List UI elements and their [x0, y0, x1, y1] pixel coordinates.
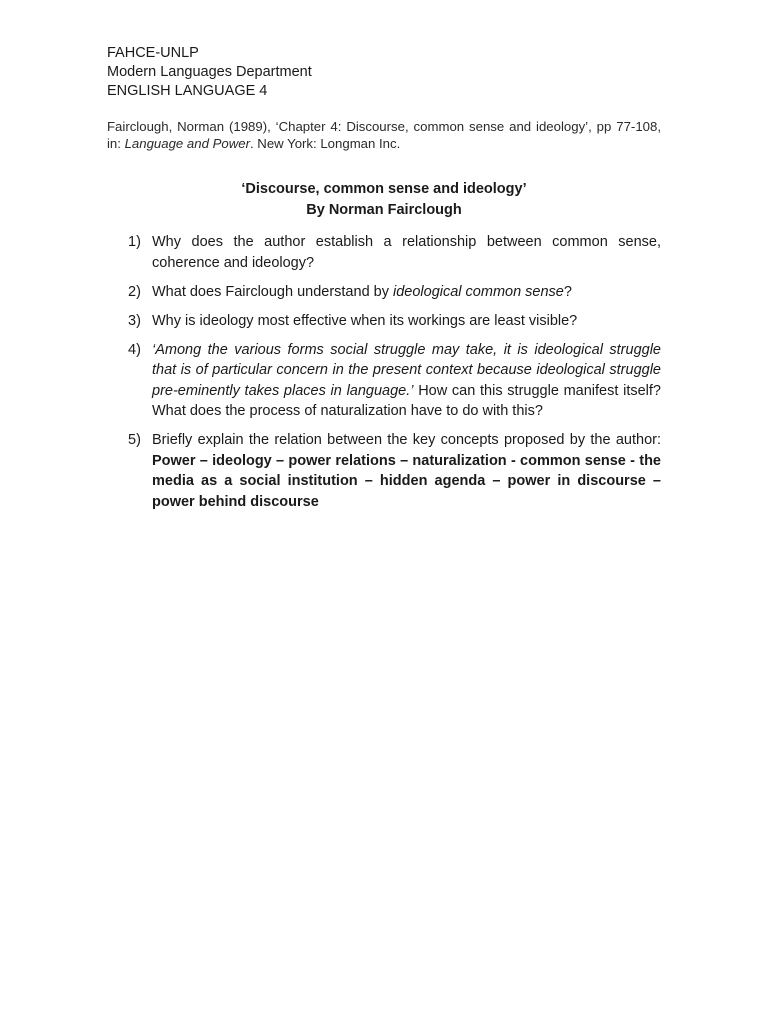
question-text-after: ?: [563, 283, 572, 300]
course-line: ENGLISH LANGUAGE 4: [107, 83, 268, 99]
citation-book-title: Language and Power: [124, 136, 250, 151]
question-number: 5): [128, 432, 141, 448]
question-item-2: [107, 282, 661, 303]
question-item-3: [107, 311, 661, 332]
key-concepts: Power – ideology – power relations – naturalization - common sense - the media as a social institution – hidden agenda – power in discourse – power behind discourse: [152, 452, 661, 510]
question-text-after: How can this struggle manifest itself? What does the process of naturalization have to do with this?: [152, 382, 661, 419]
question-text-before: Briefly explain the relation between the key concepts proposed by the author:: [152, 432, 661, 448]
question-item-5: [107, 430, 661, 512]
question-item-1: [107, 232, 661, 273]
question-text: Why does the author establish a relationship between common sense, coherence and ideology?: [152, 234, 661, 271]
question-number: 1): [128, 234, 141, 250]
citation-suffix: . New York: Longman Inc.: [249, 136, 401, 151]
question-number: 3): [128, 312, 141, 329]
department-line: Modern Languages Department: [107, 64, 312, 80]
citation: [107, 118, 661, 152]
title-main: ‘Discourse, common sense and ideology’: [241, 181, 527, 197]
question-number: 2): [128, 283, 141, 300]
question-text: Why is ideology most effective when its workings are least visible?: [152, 312, 578, 329]
question-quote: ‘Among the various forms social struggle may take, it is ideological struggle that is of particular concern in the present context because ideological struggle pre-eminently takes places in language.’: [152, 341, 661, 399]
reading-title: [107, 179, 661, 221]
citation-prefix: Fairclough, Norman (1989), ‘Chapter 4: Discourse, common sense and ideology’, pp 77-108, in:: [107, 119, 661, 151]
question-text-before: What does Fairclough understand by: [152, 283, 393, 300]
title-byline: By Norman Fairclough: [306, 202, 462, 218]
institution-line: FAHCE-UNLP: [107, 45, 199, 61]
question-number: 4): [128, 341, 141, 358]
question-emphasis: ideological common sense: [393, 283, 564, 300]
document-page: [107, 44, 661, 521]
question-list: [107, 232, 661, 512]
document-header: [107, 44, 661, 101]
question-item-4: [107, 340, 661, 422]
